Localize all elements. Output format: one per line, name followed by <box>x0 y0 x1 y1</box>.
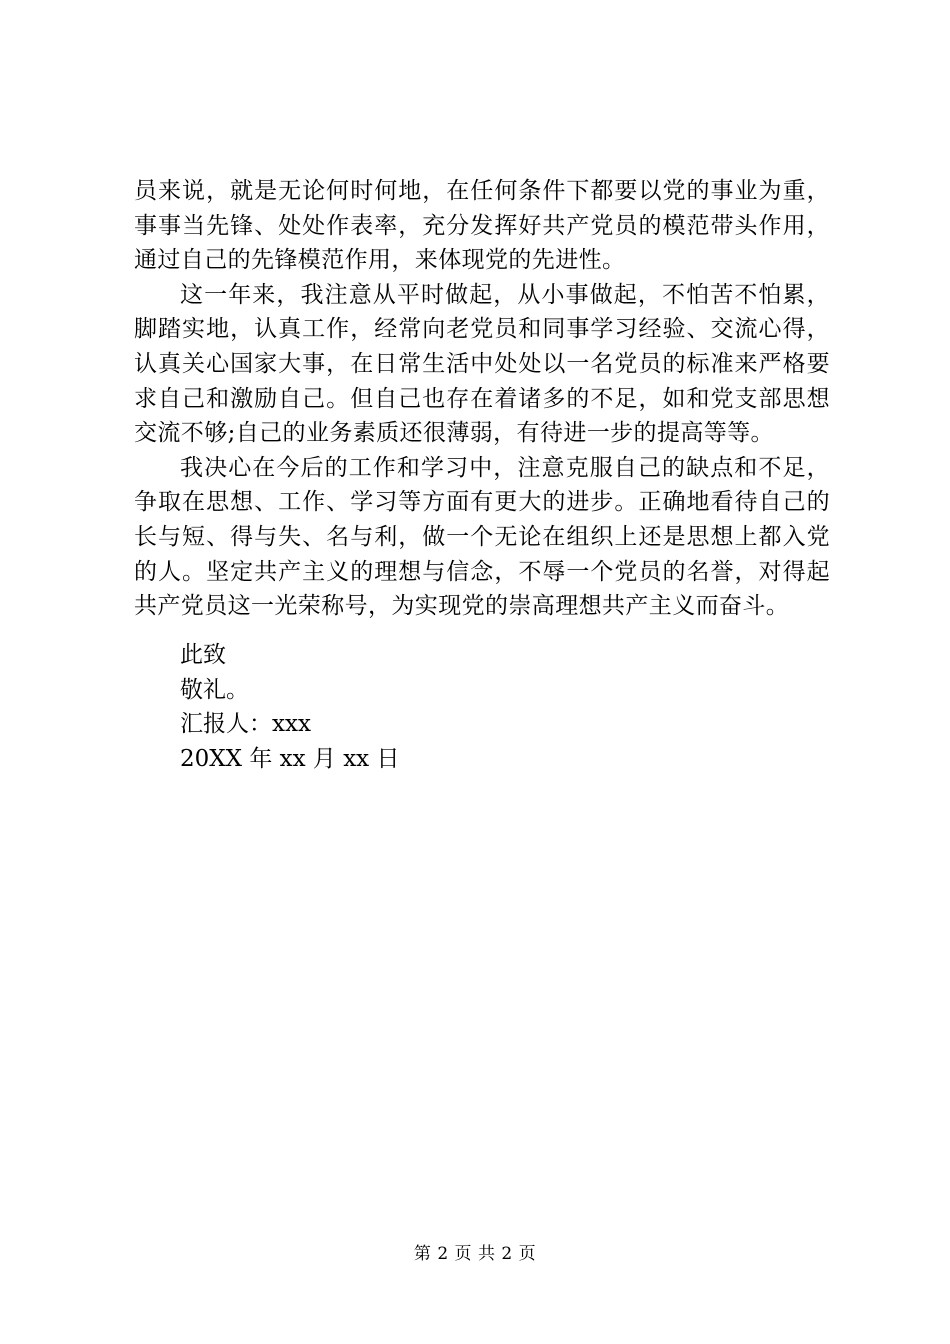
date-line: 20XX 年 xx 月 xx 日 <box>180 745 400 772</box>
document-body <box>134 174 830 624</box>
paragraph-1: 员来说，就是无论何时何地，在任何条件下都要以党的事业为重，事事当先锋、处处作表率，充分发挥好共产党员的模范带头作用，通过自己的先锋模范作用，来体现党的先进性。 <box>134 178 830 274</box>
page-footer: 第 2 页 共 2 页 <box>413 1244 537 1264</box>
closing-block <box>180 638 399 776</box>
reporter-line: 汇报人：xxx <box>180 711 311 738</box>
salutation-jing-li: 敬礼。 <box>180 676 249 703</box>
salutation-ci-zhi: 此致 <box>180 642 226 668</box>
paragraph-2: 这一年来，我注意从平时做起，从小事做起，不怕苦不怕累，脚踏实地，认真工作，经常向老党员和同事学习经验、交流心得，认真关心国家大事，在日常生活中处处以一名党员的标准来严格要求自己和激励自己。但自己也存在着诸多的不足，如和党支部思想交流不够;自己的业务素质还很薄弱，有待进一步的提高等等。 <box>134 281 830 447</box>
paragraph-3: 我决心在今后的工作和学习中，注意克服自己的缺点和不足，争取在思想、工作、学习等方面有更大的进步。正确地看待自己的长与短、得与失、名与利，做一个无论在组织上还是思想上都入党的人。坚定共产主义的理想与信念，不辱一个党员的名誉，对得起共产党员这一光荣称号，为实现党的崇高理想共产主义而奋斗。 <box>134 454 830 620</box>
